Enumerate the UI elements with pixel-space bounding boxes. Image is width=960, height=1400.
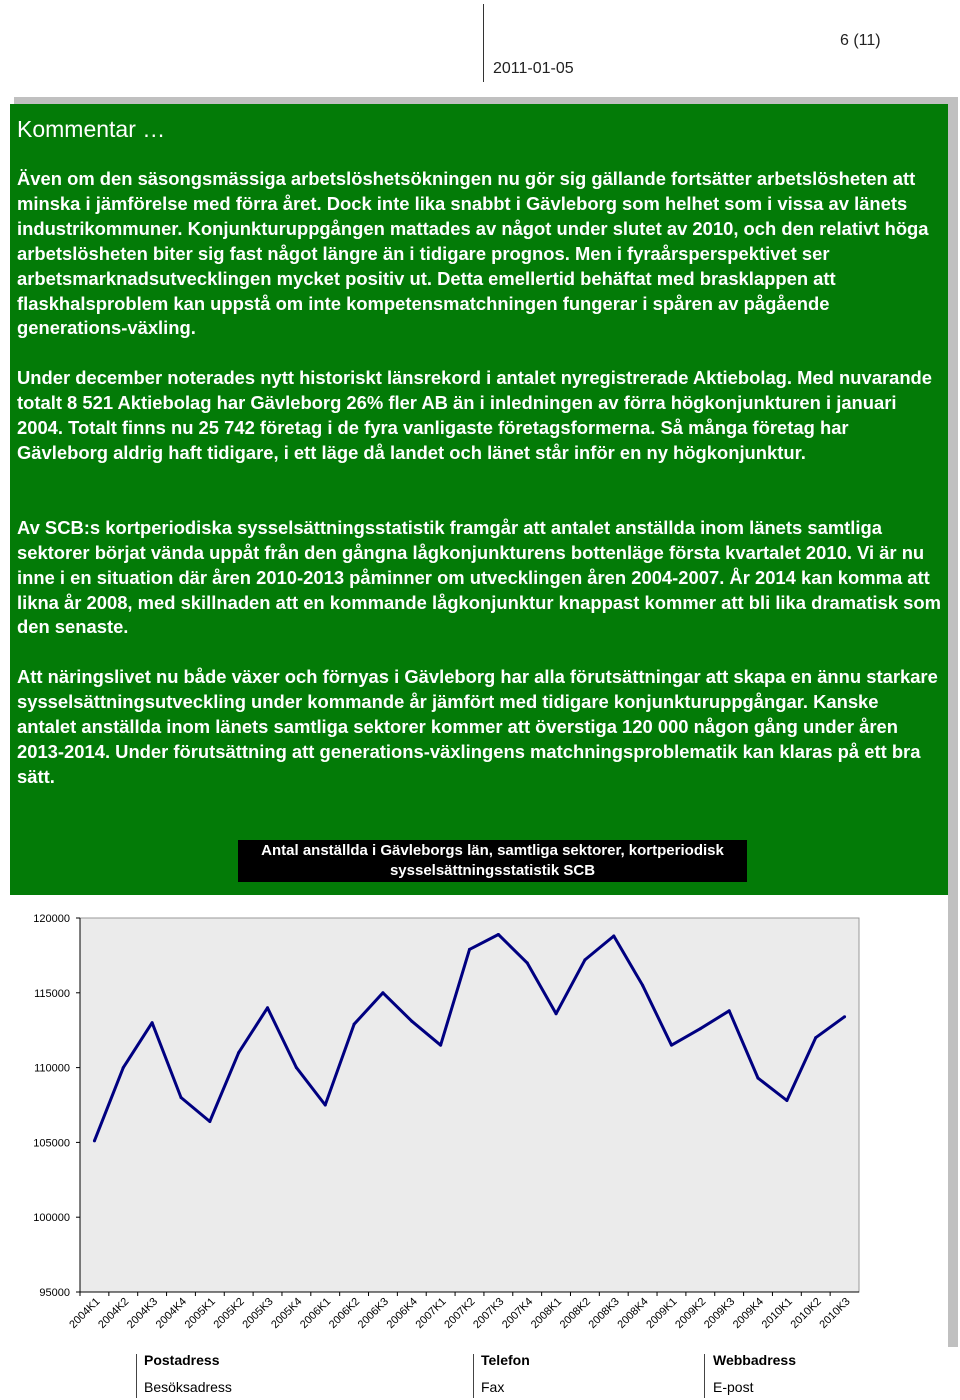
x-tick-label: 2006K4 — [384, 1295, 420, 1331]
data-point — [468, 948, 471, 951]
footer-postadress: Postadress — [144, 1352, 220, 1368]
x-tick-label: 2010K2 — [788, 1295, 824, 1331]
x-tick-label: 2004K2 — [96, 1295, 132, 1331]
x-tick-label: 2007K1 — [413, 1295, 449, 1331]
footer-divider — [473, 1354, 474, 1398]
x-tick-label: 2004K4 — [153, 1295, 190, 1331]
data-point — [208, 1120, 211, 1123]
data-point — [237, 1051, 240, 1054]
x-tick-label: 2008K1 — [528, 1295, 565, 1331]
x-tick-label: 2005K1 — [182, 1295, 218, 1331]
data-point — [641, 984, 644, 987]
y-tick-label: 120000 — [33, 913, 70, 925]
x-tick-label: 2009K1 — [644, 1295, 680, 1331]
comment-paragraph: Att näringslivet nu både växer och förnyas i Gävleborg har alla förutsättningar att skapa en ännu starkare sysselsättningsutveckling under kommande år jämfört med tidigare konjunkturuppgångar. Kanske antalet anställda inom länets samtliga sektorer kommer att överstiga 120 000 någon gång under åren 2013-2014. Under förutsättning att generations-växlingens matchningsproblematik kan klaras på ett bra sätt. — [17, 666, 938, 787]
x-tick-label: 2005K2 — [211, 1295, 247, 1331]
document-date: 2011-01-05 — [493, 60, 574, 77]
data-point — [93, 1139, 96, 1142]
data-point — [179, 1096, 182, 1099]
footer-webbadress: Webbadress — [713, 1352, 796, 1368]
data-point — [526, 961, 529, 964]
data-point — [295, 1066, 298, 1069]
comment-heading: Kommentar … — [17, 116, 166, 142]
data-point — [555, 1012, 558, 1015]
comment-paragraph: Även om den säsongsmässiga arbetslöshetsökningen nu gör sig gällande fortsätter arbetslösheten att minska i jämförelse med förra året. Dock inte lika snabbt i Gävleborg som helhet som i vissa av länets industrikommuner. Konjunkturuppgången mattades av något under slutet av 2010, och den relativt höga arbetslösheten biter sig fast något längre än i tidigare prognos. Men i fyraårsperspektivet ser arbetsmarknadsutvecklingen mycket positiv ut. Detta emellertid behäftat med brasklappen att flaskhalsproblem kan uppstå om inte kompetensmatchningen fungerar i spåren av pågående generations-växling. — [17, 168, 929, 339]
x-tick-label: 2006K1 — [298, 1295, 334, 1331]
x-tick-label: 2007K2 — [442, 1295, 478, 1331]
y-tick-label: 105000 — [33, 1137, 70, 1150]
x-tick-label: 2009K3 — [701, 1295, 738, 1331]
x-tick-label: 2008K3 — [586, 1295, 622, 1331]
x-tick-label: 2007K3 — [471, 1295, 507, 1331]
x-tick-label: 2006K2 — [326, 1295, 363, 1331]
data-point — [497, 933, 500, 936]
data-point — [728, 1009, 731, 1012]
x-tick-label: 2008K4 — [615, 1295, 651, 1331]
data-point — [583, 958, 586, 961]
y-tick-label: 95000 — [39, 1287, 70, 1299]
footer-fax: Fax — [481, 1379, 505, 1395]
page-number: 6 (11) — [840, 32, 881, 49]
data-point — [353, 1023, 356, 1026]
comment-paragraph: Under december noterades nytt historiskt länsrekord i antalet nyregistrerade Aktiebolag. Med nuvarande totalt 8 521 Aktiebolag har Gävleborg 26% fler AB än i inledningen av förra högkonjunkturen i januari 2004. Totalt finns nu 25 742 företag i de fyra vanligaste företagsformerna. Så många företag har Gävleborg aldrig haft tidigare, i ett läge då landet och länet står inför en ny högkonjunktur. — [17, 367, 933, 463]
data-point — [699, 1027, 702, 1030]
x-tick-label: 2010K1 — [759, 1295, 795, 1331]
plot-area — [80, 918, 859, 1292]
data-point — [381, 991, 384, 994]
x-tick-label: 2009K2 — [673, 1295, 709, 1331]
y-tick-label: 110000 — [34, 1062, 70, 1075]
data-point — [843, 1015, 846, 1018]
data-point — [324, 1104, 327, 1107]
x-tick-label: 2004K3 — [124, 1295, 161, 1331]
x-tick-label: 2006K3 — [355, 1295, 392, 1331]
x-tick-label: 2009K4 — [730, 1295, 767, 1331]
data-point — [410, 1020, 413, 1023]
footer-epost: E-post — [713, 1379, 754, 1395]
x-tick-label: 2007K4 — [500, 1295, 536, 1331]
footer-divider — [704, 1354, 705, 1398]
data-point — [785, 1099, 788, 1102]
data-point — [612, 934, 615, 937]
data-point — [439, 1044, 442, 1047]
y-tick-label: 100000 — [33, 1212, 70, 1225]
data-point — [151, 1021, 154, 1024]
x-tick-label: 2005K3 — [240, 1295, 276, 1331]
footer-besoksadress: Besöksadress — [144, 1379, 232, 1395]
x-tick-label: 2005K4 — [269, 1295, 305, 1331]
data-point — [757, 1077, 760, 1080]
y-tick-label: 115000 — [34, 987, 70, 1000]
data-point — [814, 1036, 817, 1039]
data-point — [670, 1044, 673, 1047]
comment-paragraph: Av SCB:s kortperiodiska sysselsättningsstatistik framgår att antalet anställda inom länets samtliga sektorer börjat vända uppåt från den gångna lågkonjunkturens bottenläge första kvartalet 2010. Vi är nu inne i en situation där åren 2010-2013 påminner om utvecklingen åren 2004-2007. År 2014 kan komma att likna år 2008, med skillnaden att en kommande lågkonjunktur knappast kommer att bli lika dramatisk som den senaste. — [17, 516, 941, 638]
x-tick-label: 2004K1 — [67, 1295, 103, 1331]
x-tick-label: 2010K3 — [817, 1295, 853, 1331]
footer-divider — [136, 1354, 137, 1398]
data-point — [266, 1006, 269, 1009]
chart-title: Antal anställda i Gävleborgs län, samtliga sektorer, kortperiodisk sysselsättningsstatistik SCB — [238, 840, 747, 882]
data-point — [122, 1066, 125, 1069]
x-tick-label: 2008K2 — [557, 1295, 594, 1331]
footer-telefon: Telefon — [481, 1352, 530, 1368]
